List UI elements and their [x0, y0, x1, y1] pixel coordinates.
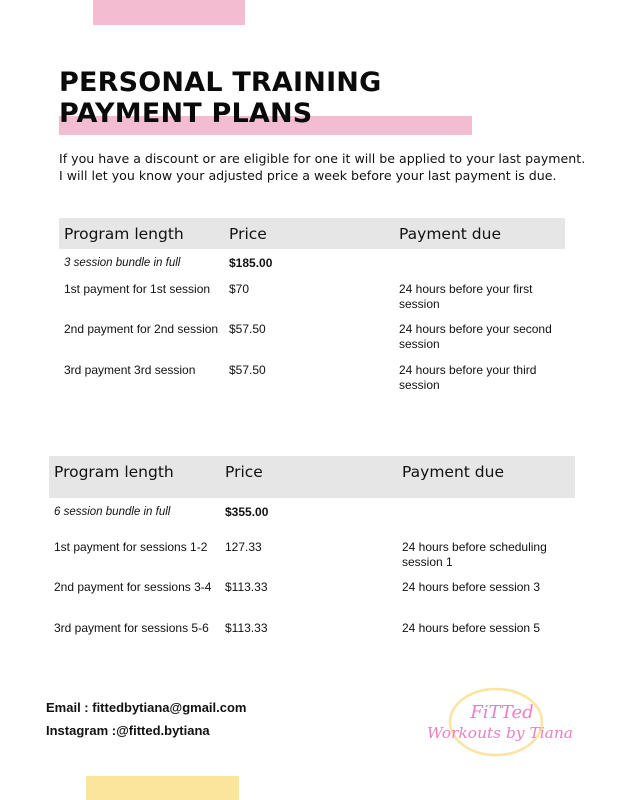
intro-line-1: If you have a discount or are eligible for one it will be applied to your last payment. [59, 151, 586, 166]
cell-price: $113.33 [225, 621, 268, 635]
logo-text-line-2: Workouts by Tiana [427, 724, 573, 742]
cell-price: $70 [229, 282, 250, 296]
page-title-line-1: PERSONAL TRAINING [59, 67, 382, 98]
cell-program: 3 session bundle in full [64, 257, 181, 269]
cell-due: 24 hours before scheduling session 1 [402, 540, 547, 569]
header-price: Price [229, 225, 267, 243]
fitted-workouts-logo [420, 680, 580, 762]
page-title [59, 67, 381, 129]
payment-table-3-sessions [59, 218, 565, 398]
header-payment-due: Payment due [402, 463, 504, 481]
table-header [49, 456, 575, 498]
cell-program: 1st payment for 1st session [64, 282, 211, 296]
page-title-line-2: PAYMENT PLANS [59, 98, 313, 129]
cell-price: 127.33 [225, 540, 262, 554]
contact-info [46, 696, 247, 742]
cell-price: $57.50 [229, 363, 266, 377]
cell-due: 24 hours before session 5 [402, 621, 541, 635]
cell-due: 24 hours before your first session [399, 282, 533, 311]
header-program-length: Program length [54, 463, 174, 481]
header-price: Price [225, 463, 263, 481]
logo-text-line-1: FiTTed [470, 702, 534, 723]
cell-price: $355.00 [225, 505, 269, 519]
cell-program: 2nd payment for sessions 3-4 [54, 580, 212, 594]
cell-program: 3rd payment for sessions 5-6 [54, 621, 209, 635]
decorative-pink-bar-top [93, 0, 245, 25]
payment-table-6-sessions [49, 456, 575, 636]
header-payment-due: Payment due [399, 225, 501, 243]
contact-email[interactable]: Email : fittedbytiana@gmail.com [46, 700, 247, 715]
cell-program: 3rd payment 3rd session [64, 363, 196, 377]
header-program-length: Program length [64, 225, 184, 243]
cell-due: 24 hours before your third session [399, 363, 537, 392]
intro-paragraph [59, 150, 585, 184]
cell-price: $185.00 [229, 256, 273, 270]
contact-instagram[interactable]: Instagram :@fitted.bytiana [46, 723, 210, 738]
table-header [59, 218, 565, 249]
decorative-yellow-bar-bottom [86, 776, 239, 800]
cell-price: $57.50 [229, 322, 266, 336]
cell-due: 24 hours before session 3 [402, 580, 541, 594]
cell-price: $113.33 [225, 580, 268, 594]
cell-due: 24 hours before your second session [399, 322, 552, 351]
cell-program: 1st payment for sessions 1-2 [54, 540, 208, 554]
cell-program: 2nd payment for 2nd session [64, 322, 219, 336]
intro-line-2: I will let you know your adjusted price a week before your last payment is due. [59, 168, 557, 183]
cell-program: 6 session bundle in full [54, 506, 171, 518]
